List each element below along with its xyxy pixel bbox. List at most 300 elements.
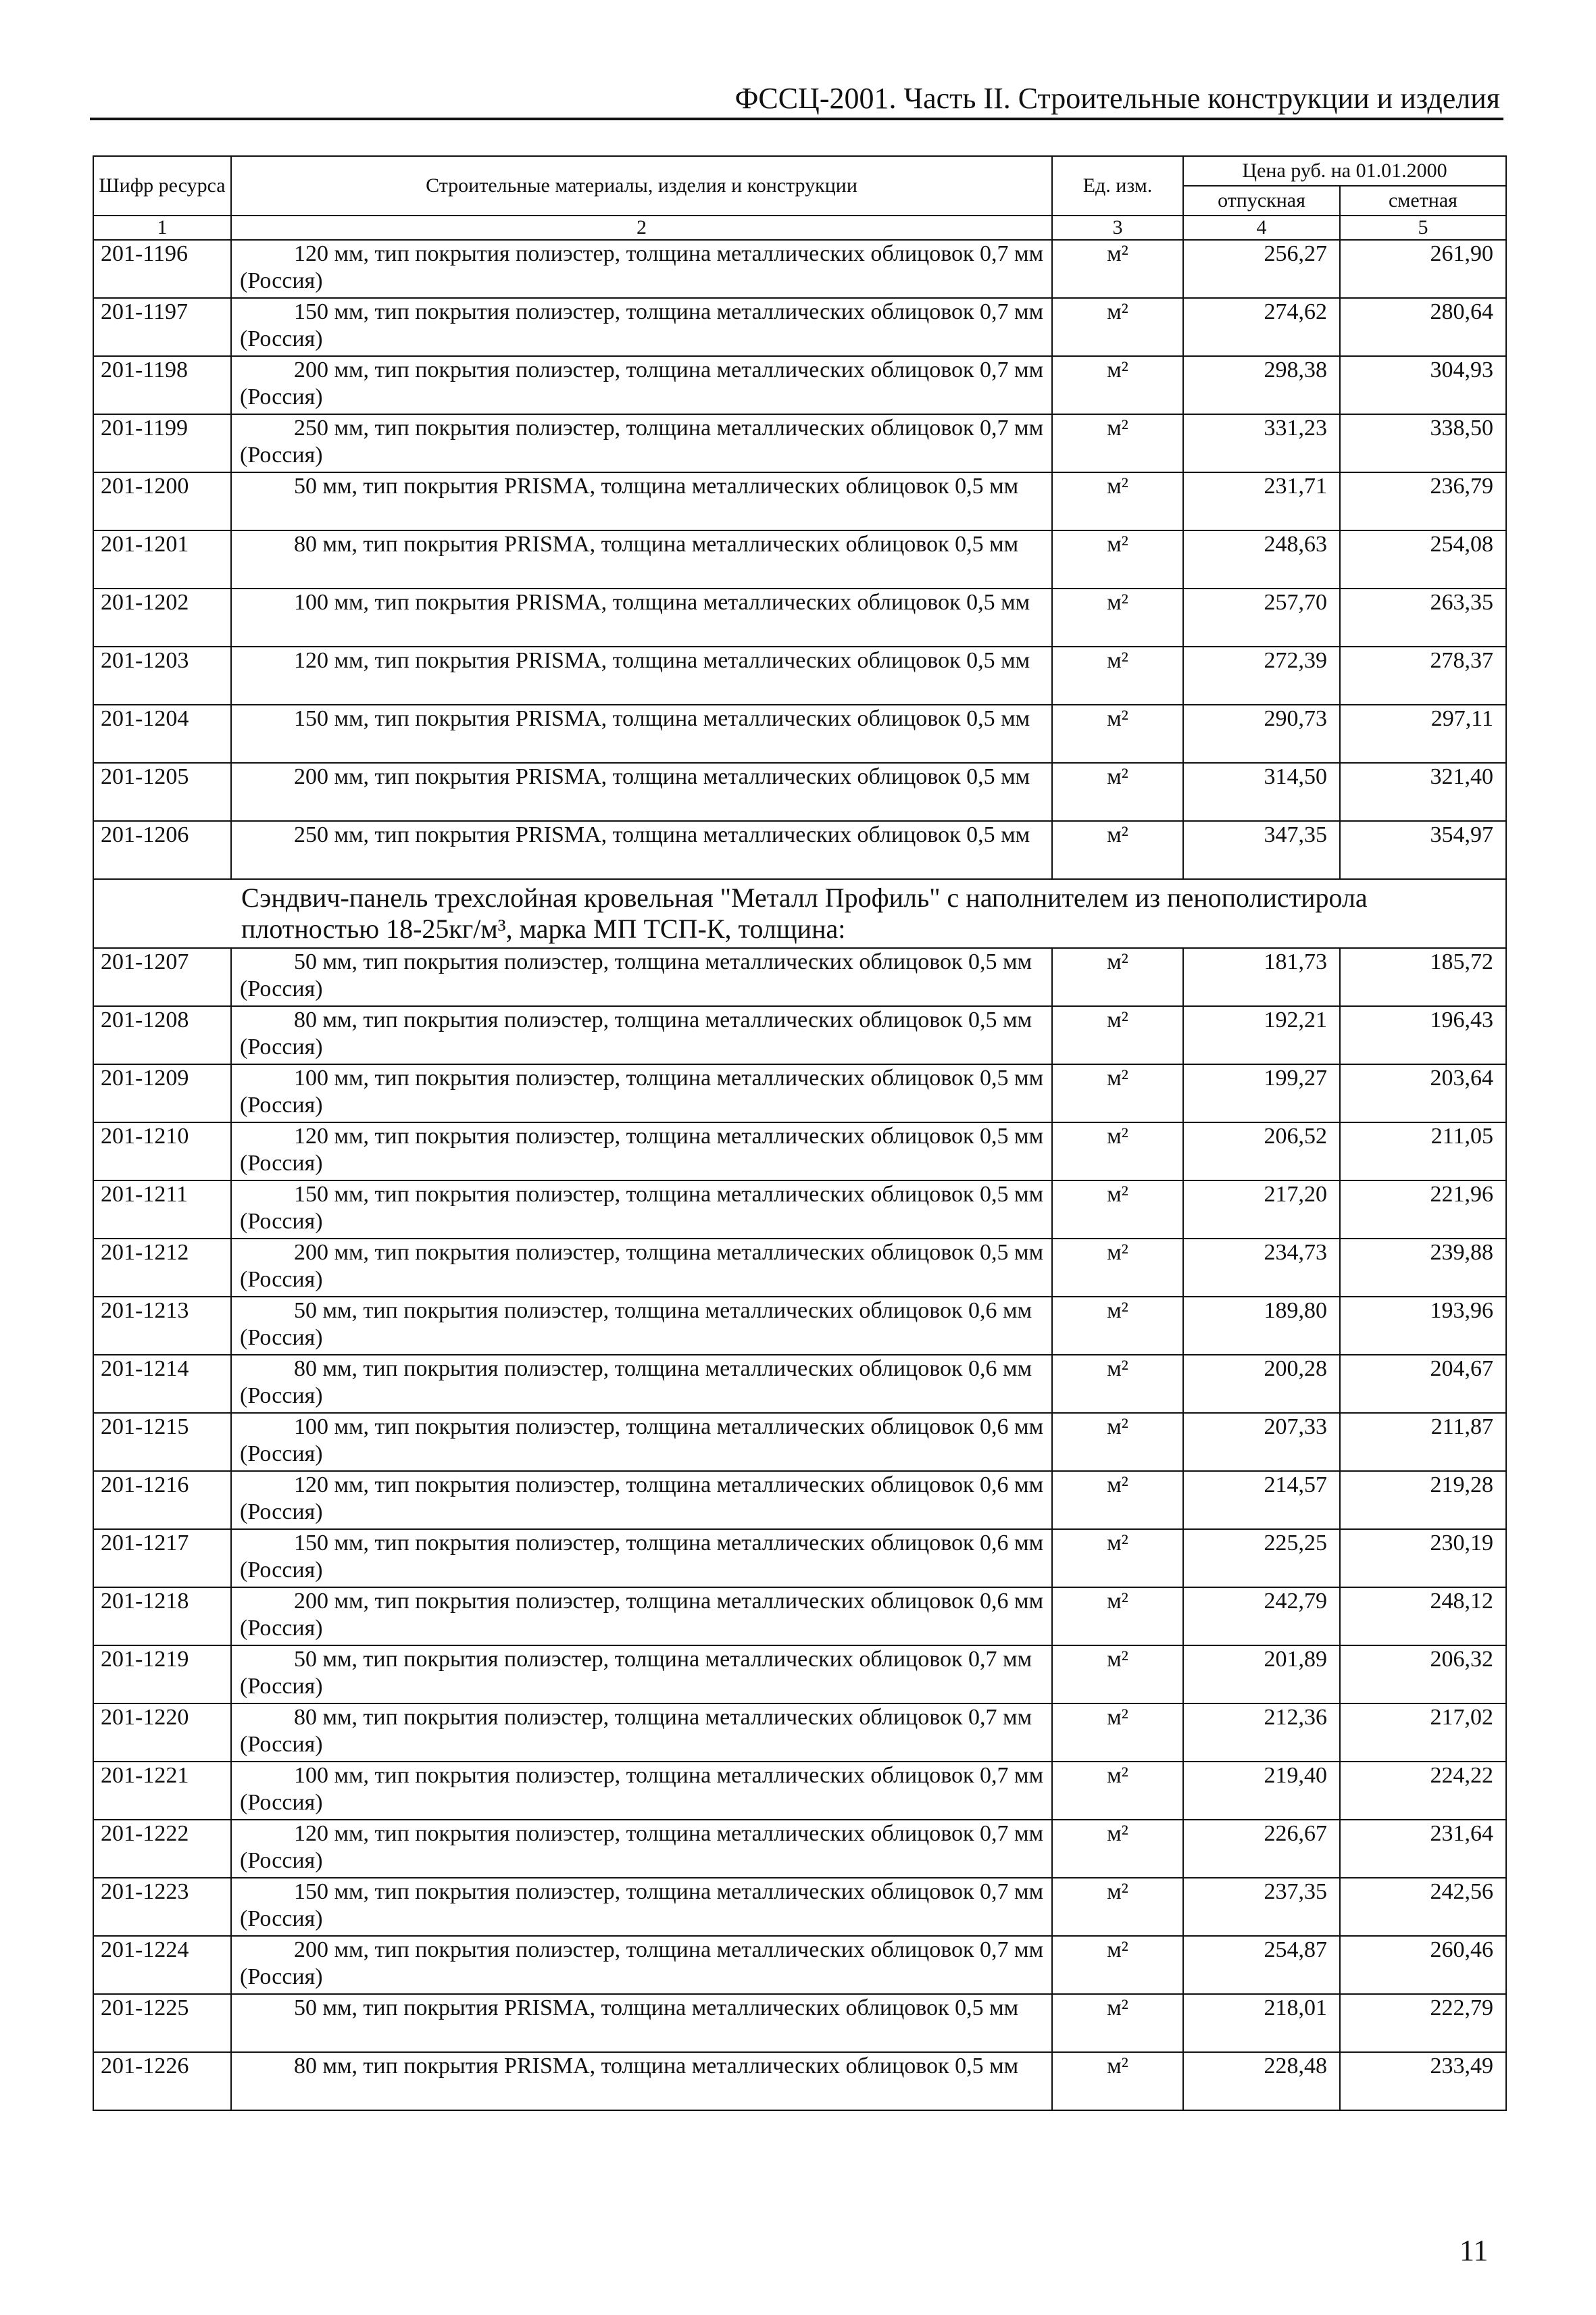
page-header-title: ФССЦ-2001. Часть II. Строительные конструкции и изделия xyxy=(734,82,1500,115)
header-rule xyxy=(90,118,1503,120)
row-price-release: 192,21 xyxy=(1264,1007,1327,1032)
row-price-estimate-cell xyxy=(1340,530,1506,589)
table-row xyxy=(93,589,1506,647)
resource-code-cell xyxy=(93,530,231,589)
row-unit: м² xyxy=(1107,1821,1128,1846)
column-number: 2 xyxy=(231,216,1052,240)
resource-code: 201-1215 xyxy=(101,1414,189,1439)
table-row xyxy=(93,1762,1506,1820)
row-price-release-cell xyxy=(1183,1994,1340,2052)
row-price-release: 218,01 xyxy=(1264,1995,1327,2020)
row-unit: м² xyxy=(1107,1007,1128,1032)
row-price-estimate-cell xyxy=(1340,1413,1506,1471)
row-description: 80 мм, тип покрытия полиэстер, толщина металлических облицовок 0,5 мм (Россия) xyxy=(240,1007,1032,1060)
resource-code-cell xyxy=(93,1297,231,1355)
resource-code-cell xyxy=(93,1064,231,1122)
row-description: 80 мм, тип покрытия PRISMA, толщина металлических облицовок 0,5 мм xyxy=(294,532,1019,557)
row-price-release-cell xyxy=(1183,1239,1340,1297)
row-price-estimate: 254,08 xyxy=(1430,532,1494,557)
row-price-estimate-cell xyxy=(1340,589,1506,647)
table-row xyxy=(93,1122,1506,1180)
resource-code-cell xyxy=(93,2052,231,2110)
row-description-cell xyxy=(231,948,1052,1006)
row-unit-cell xyxy=(1052,240,1183,298)
table-header xyxy=(93,156,1506,240)
section-heading-row xyxy=(93,879,1506,948)
row-price-estimate-cell xyxy=(1340,763,1506,821)
row-unit: м² xyxy=(1107,1937,1128,1962)
row-price-release-cell xyxy=(1183,1064,1340,1122)
resource-code-cell xyxy=(93,948,231,1006)
table-row xyxy=(93,240,1506,298)
row-price-estimate: 219,28 xyxy=(1430,1472,1494,1497)
row-unit: м² xyxy=(1107,1240,1128,1265)
row-price-estimate-cell xyxy=(1340,1239,1506,1297)
row-unit: м² xyxy=(1107,1066,1128,1091)
table-row xyxy=(93,705,1506,763)
row-description-cell xyxy=(231,240,1052,298)
row-price-estimate: 338,50 xyxy=(1430,416,1494,441)
page-number: 11 xyxy=(1460,2234,1489,2267)
row-price-release-cell xyxy=(1183,530,1340,589)
row-price-release: 231,71 xyxy=(1264,474,1327,499)
row-price-release: 199,27 xyxy=(1264,1066,1327,1091)
table-row xyxy=(93,530,1506,589)
row-price-release: 254,87 xyxy=(1264,1937,1327,1962)
row-description-cell xyxy=(231,1762,1052,1820)
row-price-estimate: 221,96 xyxy=(1430,1182,1494,1207)
row-price-estimate: 261,90 xyxy=(1430,241,1494,266)
resource-code-cell xyxy=(93,1180,231,1239)
row-unit-cell xyxy=(1052,1180,1183,1239)
row-description-cell xyxy=(231,1703,1052,1762)
row-price-estimate-cell xyxy=(1340,298,1506,356)
row-description-cell xyxy=(231,1471,1052,1529)
row-price-estimate-cell xyxy=(1340,948,1506,1006)
row-price-estimate-cell xyxy=(1340,1064,1506,1122)
row-unit: м² xyxy=(1107,822,1128,847)
resource-code-cell xyxy=(93,1006,231,1064)
row-description: 150 мм, тип покрытия PRISMA, толщина металлических облицовок 0,5 мм xyxy=(294,706,1030,731)
row-unit-cell xyxy=(1052,1762,1183,1820)
row-unit-cell xyxy=(1052,356,1183,414)
row-description-cell xyxy=(231,1529,1052,1587)
resource-code: 201-1214 xyxy=(101,1356,189,1381)
row-price-release: 226,67 xyxy=(1264,1821,1327,1846)
row-unit-cell xyxy=(1052,298,1183,356)
row-price-estimate: 193,96 xyxy=(1430,1298,1494,1323)
row-price-estimate: 196,43 xyxy=(1430,1007,1494,1032)
row-price-estimate-cell xyxy=(1340,414,1506,472)
resource-code-cell xyxy=(93,298,231,356)
table-row xyxy=(93,1355,1506,1413)
table-row xyxy=(93,1180,1506,1239)
row-price-estimate-cell xyxy=(1340,1645,1506,1703)
resource-code: 201-1209 xyxy=(101,1066,189,1091)
row-price-estimate-cell xyxy=(1340,1355,1506,1413)
resource-code: 201-1200 xyxy=(101,474,189,499)
row-unit-cell xyxy=(1052,1878,1183,1936)
row-unit-cell xyxy=(1052,1820,1183,1878)
row-price-estimate: 203,64 xyxy=(1430,1066,1494,1091)
row-description-cell xyxy=(231,763,1052,821)
row-description: 250 мм, тип покрытия полиэстер, толщина металлических облицовок 0,7 мм (Россия) xyxy=(240,416,1044,468)
row-description-cell xyxy=(231,1239,1052,1297)
row-price-estimate-cell xyxy=(1340,1936,1506,1994)
row-description-cell xyxy=(231,1006,1052,1064)
row-price-release: 189,80 xyxy=(1264,1298,1327,1323)
header-price-group: Цена руб. на 01.01.2000 xyxy=(1183,156,1506,186)
resource-code-cell xyxy=(93,414,231,472)
row-price-release: 207,33 xyxy=(1264,1414,1327,1439)
row-price-release-cell xyxy=(1183,356,1340,414)
resource-code: 201-1225 xyxy=(101,1995,189,2020)
table-row xyxy=(93,472,1506,530)
row-price-estimate: 354,97 xyxy=(1430,822,1494,847)
resource-code: 201-1218 xyxy=(101,1589,189,1614)
row-description: 200 мм, тип покрытия полиэстер, толщина металлических облицовок 0,7 мм (Россия) xyxy=(240,357,1044,409)
row-description: 50 мм, тип покрытия PRISMA, толщина металлических облицовок 0,5 мм xyxy=(294,474,1019,499)
row-price-release: 234,73 xyxy=(1264,1240,1327,1265)
row-unit: м² xyxy=(1107,1414,1128,1439)
row-price-estimate: 304,93 xyxy=(1430,357,1494,382)
section-heading: Сэндвич-панель трехслойная кровельная "Металл Профиль" с наполнителем из пенополистирола плотностью 18-25кг/м³, марка МП ТСП-К, толщина: xyxy=(241,882,1368,944)
row-price-estimate: 263,35 xyxy=(1430,590,1494,615)
row-description: 50 мм, тип покрытия полиэстер, толщина металлических облицовок 0,7 мм (Россия) xyxy=(240,1647,1032,1699)
row-description-cell xyxy=(231,821,1052,879)
table-section xyxy=(93,879,1506,948)
row-price-estimate: 239,88 xyxy=(1430,1240,1494,1265)
resource-code-cell xyxy=(93,356,231,414)
row-description: 120 мм, тип покрытия полиэстер, толщина металлических облицовок 0,7 мм (Россия) xyxy=(240,1821,1044,1873)
row-price-release: 331,23 xyxy=(1264,416,1327,441)
row-description: 80 мм, тип покрытия полиэстер, толщина металлических облицовок 0,7 мм (Россия) xyxy=(240,1705,1032,1757)
row-price-estimate-cell xyxy=(1340,1820,1506,1878)
row-price-release-cell xyxy=(1183,1413,1340,1471)
row-price-estimate-cell xyxy=(1340,1994,1506,2052)
resource-code-cell xyxy=(93,1355,231,1413)
header-code: Шифр ресурса xyxy=(93,156,231,216)
row-price-estimate: 233,49 xyxy=(1430,2053,1494,2078)
row-description-cell xyxy=(231,647,1052,705)
row-description: 150 мм, тип покрытия полиэстер, толщина металлических облицовок 0,7 мм (Россия) xyxy=(240,299,1044,351)
header-description: Строительные материалы, изделия и конструкции xyxy=(231,156,1052,216)
row-description-cell xyxy=(231,472,1052,530)
row-unit: м² xyxy=(1107,1124,1128,1149)
row-description: 100 мм, тип покрытия PRISMA, толщина металлических облицовок 0,5 мм xyxy=(294,590,1030,615)
row-description-cell xyxy=(231,530,1052,589)
row-price-estimate: 231,64 xyxy=(1430,1821,1494,1846)
row-price-release: 181,73 xyxy=(1264,949,1327,974)
row-price-release: 212,36 xyxy=(1264,1705,1327,1730)
row-description: 200 мм, тип покрытия PRISMA, толщина металлических облицовок 0,5 мм xyxy=(294,764,1030,789)
row-price-estimate-cell xyxy=(1340,1762,1506,1820)
row-description-cell xyxy=(231,2052,1052,2110)
row-price-release-cell xyxy=(1183,1529,1340,1587)
row-price-release-cell xyxy=(1183,240,1340,298)
resource-code: 201-1226 xyxy=(101,2053,189,2078)
resource-code-cell xyxy=(93,1587,231,1645)
row-description: 50 мм, тип покрытия полиэстер, толщина металлических облицовок 0,5 мм (Россия) xyxy=(240,949,1032,1001)
row-description-cell xyxy=(231,1936,1052,1994)
row-unit: м² xyxy=(1107,1472,1128,1497)
row-description: 150 мм, тип покрытия полиэстер, толщина металлических облицовок 0,7 мм (Россия) xyxy=(240,1879,1044,1931)
row-description: 120 мм, тип покрытия полиэстер, толщина металлических облицовок 0,6 мм (Россия) xyxy=(240,1472,1044,1524)
row-unit: м² xyxy=(1107,949,1128,974)
row-description-cell xyxy=(231,1355,1052,1413)
resource-code: 201-1213 xyxy=(101,1298,189,1323)
row-price-estimate: 206,32 xyxy=(1430,1647,1494,1672)
row-unit: м² xyxy=(1107,648,1128,673)
row-price-estimate-cell xyxy=(1340,1122,1506,1180)
resource-code: 201-1206 xyxy=(101,822,189,847)
row-description: 50 мм, тип покрытия полиэстер, толщина металлических облицовок 0,6 мм (Россия) xyxy=(240,1298,1032,1350)
resource-code-cell xyxy=(93,1878,231,1936)
row-price-estimate: 260,46 xyxy=(1430,1937,1494,1962)
row-price-release: 257,70 xyxy=(1264,590,1327,615)
row-unit-cell xyxy=(1052,1703,1183,1762)
table-row xyxy=(93,1878,1506,1936)
resource-code: 201-1208 xyxy=(101,1007,189,1032)
row-description-cell xyxy=(231,589,1052,647)
column-number: 3 xyxy=(1052,216,1183,240)
resource-code: 201-1224 xyxy=(101,1937,189,1962)
row-price-release: 274,62 xyxy=(1264,299,1327,324)
row-unit: м² xyxy=(1107,1647,1128,1672)
table-row xyxy=(93,1820,1506,1878)
row-price-estimate-cell xyxy=(1340,1878,1506,1936)
row-price-release-cell xyxy=(1183,1820,1340,1878)
table-row xyxy=(93,298,1506,356)
column-numbers-row xyxy=(93,216,1506,240)
row-price-estimate-cell xyxy=(1340,705,1506,763)
resource-code: 201-1222 xyxy=(101,1821,189,1846)
table-row xyxy=(93,414,1506,472)
row-price-estimate-cell xyxy=(1340,647,1506,705)
resource-code: 201-1199 xyxy=(101,416,189,441)
price-table xyxy=(93,155,1507,2111)
row-description-cell xyxy=(231,1180,1052,1239)
resource-code-cell xyxy=(93,1645,231,1703)
table-row xyxy=(93,821,1506,879)
header-price-estimate: сметная xyxy=(1340,186,1506,216)
row-price-release-cell xyxy=(1183,1355,1340,1413)
table-row xyxy=(93,1994,1506,2052)
resource-code: 201-1202 xyxy=(101,590,189,615)
resource-code: 201-1198 xyxy=(101,357,189,382)
row-unit: м² xyxy=(1107,1298,1128,1323)
table-row xyxy=(93,647,1506,705)
row-unit: м² xyxy=(1107,1763,1128,1788)
row-price-release-cell xyxy=(1183,705,1340,763)
row-description: 200 мм, тип покрытия полиэстер, толщина металлических облицовок 0,6 мм (Россия) xyxy=(240,1589,1044,1641)
row-price-release-cell xyxy=(1183,298,1340,356)
resource-code-cell xyxy=(93,1762,231,1820)
row-price-estimate: 204,67 xyxy=(1430,1356,1494,1381)
row-description-cell xyxy=(231,1064,1052,1122)
row-price-estimate: 230,19 xyxy=(1430,1530,1494,1555)
resource-code-cell xyxy=(93,1936,231,1994)
row-unit-cell xyxy=(1052,1936,1183,1994)
resource-code-cell xyxy=(93,763,231,821)
resource-code: 201-1221 xyxy=(101,1763,189,1788)
row-price-release: 225,25 xyxy=(1264,1530,1327,1555)
header-price-release: отпускная xyxy=(1183,186,1340,216)
table-row xyxy=(93,1239,1506,1297)
row-description: 120 мм, тип покрытия полиэстер, толщина металлических облицовок 0,5 мм (Россия) xyxy=(240,1124,1044,1176)
row-description: 120 мм, тип покрытия PRISMA, толщина металлических облицовок 0,5 мм xyxy=(294,648,1030,673)
row-price-estimate-cell xyxy=(1340,472,1506,530)
resource-code: 201-1217 xyxy=(101,1530,189,1555)
resource-code-cell xyxy=(93,647,231,705)
table-row xyxy=(93,1645,1506,1703)
row-unit: м² xyxy=(1107,532,1128,557)
table-row xyxy=(93,1413,1506,1471)
table-row xyxy=(93,1471,1506,1529)
row-description: 150 мм, тип покрытия полиэстер, толщина металлических облицовок 0,5 мм (Россия) xyxy=(240,1182,1044,1234)
row-price-estimate: 222,79 xyxy=(1430,1995,1494,2020)
table-body-part-a xyxy=(93,240,1506,879)
resource-code: 201-1211 xyxy=(101,1182,189,1207)
row-price-estimate-cell xyxy=(1340,1471,1506,1529)
row-unit-cell xyxy=(1052,1239,1183,1297)
table-row xyxy=(93,1703,1506,1762)
row-price-estimate-cell xyxy=(1340,1297,1506,1355)
row-unit: м² xyxy=(1107,1589,1128,1614)
resource-code: 201-1204 xyxy=(101,706,189,731)
row-description: 120 мм, тип покрытия полиэстер, толщина металлических облицовок 0,7 мм (Россия) xyxy=(240,241,1044,293)
row-price-release-cell xyxy=(1183,1297,1340,1355)
row-description: 200 мм, тип покрытия полиэстер, толщина металлических облицовок 0,7 мм (Россия) xyxy=(240,1937,1044,1989)
row-price-estimate-cell xyxy=(1340,1006,1506,1064)
resource-code-cell xyxy=(93,1994,231,2052)
row-unit-cell xyxy=(1052,763,1183,821)
row-unit-cell xyxy=(1052,1645,1183,1703)
row-unit: м² xyxy=(1107,1995,1128,2020)
row-price-estimate-cell xyxy=(1340,356,1506,414)
row-description-cell xyxy=(231,1994,1052,2052)
row-price-release-cell xyxy=(1183,414,1340,472)
resource-code-cell xyxy=(93,1471,231,1529)
row-price-release: 272,39 xyxy=(1264,648,1327,673)
row-description-cell xyxy=(231,1587,1052,1645)
resource-code-cell xyxy=(93,1413,231,1471)
row-price-release-cell xyxy=(1183,1180,1340,1239)
row-description: 100 мм, тип покрытия полиэстер, толщина металлических облицовок 0,7 мм (Россия) xyxy=(240,1763,1044,1815)
row-description-cell xyxy=(231,298,1052,356)
row-price-release-cell xyxy=(1183,1122,1340,1180)
column-number: 5 xyxy=(1340,216,1506,240)
row-price-release: 248,63 xyxy=(1264,532,1327,557)
row-price-release: 347,35 xyxy=(1264,822,1327,847)
row-price-estimate: 242,56 xyxy=(1430,1879,1494,1904)
row-description: 100 мм, тип покрытия полиэстер, толщина металлических облицовок 0,5 мм (Россия) xyxy=(240,1066,1044,1118)
row-price-estimate: 248,12 xyxy=(1430,1589,1494,1614)
resource-code-cell xyxy=(93,1820,231,1878)
row-unit: м² xyxy=(1107,299,1128,324)
row-description-cell xyxy=(231,705,1052,763)
row-unit-cell xyxy=(1052,1471,1183,1529)
row-description-cell xyxy=(231,1122,1052,1180)
resource-code: 201-1207 xyxy=(101,949,189,974)
row-price-estimate: 236,79 xyxy=(1430,474,1494,499)
row-price-release: 242,79 xyxy=(1264,1589,1327,1614)
row-price-release-cell xyxy=(1183,2052,1340,2110)
table-row xyxy=(93,948,1506,1006)
resource-code-cell xyxy=(93,1529,231,1587)
row-unit: м² xyxy=(1107,2053,1128,2078)
row-price-estimate-cell xyxy=(1340,1529,1506,1587)
resource-code: 201-1216 xyxy=(101,1472,189,1497)
row-price-estimate: 217,02 xyxy=(1430,1705,1494,1730)
row-description: 50 мм, тип покрытия PRISMA, толщина металлических облицовок 0,5 мм xyxy=(294,1995,1019,2020)
row-price-release: 201,89 xyxy=(1264,1647,1327,1672)
row-price-release: 200,28 xyxy=(1264,1356,1327,1381)
row-price-release-cell xyxy=(1183,1762,1340,1820)
row-description-cell xyxy=(231,1413,1052,1471)
row-price-estimate: 211,05 xyxy=(1430,1124,1494,1149)
row-price-estimate-cell xyxy=(1340,1180,1506,1239)
row-description: 100 мм, тип покрытия полиэстер, толщина металлических облицовок 0,6 мм (Россия) xyxy=(240,1414,1044,1466)
row-price-estimate: 321,40 xyxy=(1430,764,1494,789)
row-unit-cell xyxy=(1052,530,1183,589)
row-unit-cell xyxy=(1052,1297,1183,1355)
resource-code: 201-1220 xyxy=(101,1705,189,1730)
row-unit-cell xyxy=(1052,1006,1183,1064)
resource-code: 201-1219 xyxy=(101,1647,189,1672)
header-unit: Ед. изм. xyxy=(1052,156,1183,216)
row-price-release-cell xyxy=(1183,821,1340,879)
row-unit: м² xyxy=(1107,1182,1128,1207)
resource-code-cell xyxy=(93,821,231,879)
row-price-estimate-cell xyxy=(1340,1587,1506,1645)
row-unit: м² xyxy=(1107,764,1128,789)
resource-code: 201-1223 xyxy=(101,1879,189,1904)
row-price-estimate-cell xyxy=(1340,1703,1506,1762)
row-price-release-cell xyxy=(1183,948,1340,1006)
resource-code-cell xyxy=(93,589,231,647)
column-number: 4 xyxy=(1183,216,1340,240)
row-price-release: 256,27 xyxy=(1264,241,1327,266)
row-description: 250 мм, тип покрытия PRISMA, толщина металлических облицовок 0,5 мм xyxy=(294,822,1030,847)
row-unit-cell xyxy=(1052,1355,1183,1413)
row-unit-cell xyxy=(1052,821,1183,879)
resource-code-cell xyxy=(93,1703,231,1762)
row-price-estimate-cell xyxy=(1340,821,1506,879)
row-unit-cell xyxy=(1052,2052,1183,2110)
row-description: 80 мм, тип покрытия полиэстер, толщина металлических облицовок 0,6 мм (Россия) xyxy=(240,1356,1032,1408)
row-unit-cell xyxy=(1052,414,1183,472)
row-description-cell xyxy=(231,1645,1052,1703)
row-price-release: 214,57 xyxy=(1264,1472,1327,1497)
row-description-cell xyxy=(231,414,1052,472)
table-row xyxy=(93,1587,1506,1645)
row-description-cell xyxy=(231,1878,1052,1936)
column-number: 1 xyxy=(93,216,231,240)
row-unit: м² xyxy=(1107,706,1128,731)
row-price-release: 298,38 xyxy=(1264,357,1327,382)
row-description: 80 мм, тип покрытия PRISMA, толщина металлических облицовок 0,5 мм xyxy=(294,2053,1019,2078)
row-price-release-cell xyxy=(1183,647,1340,705)
resource-code: 201-1197 xyxy=(101,299,189,324)
row-price-release-cell xyxy=(1183,1587,1340,1645)
row-description-cell xyxy=(231,356,1052,414)
row-unit-cell xyxy=(1052,472,1183,530)
row-price-estimate: 297,11 xyxy=(1430,706,1494,731)
row-price-release-cell xyxy=(1183,1878,1340,1936)
resource-code: 201-1205 xyxy=(101,764,189,789)
row-price-release-cell xyxy=(1183,1645,1340,1703)
